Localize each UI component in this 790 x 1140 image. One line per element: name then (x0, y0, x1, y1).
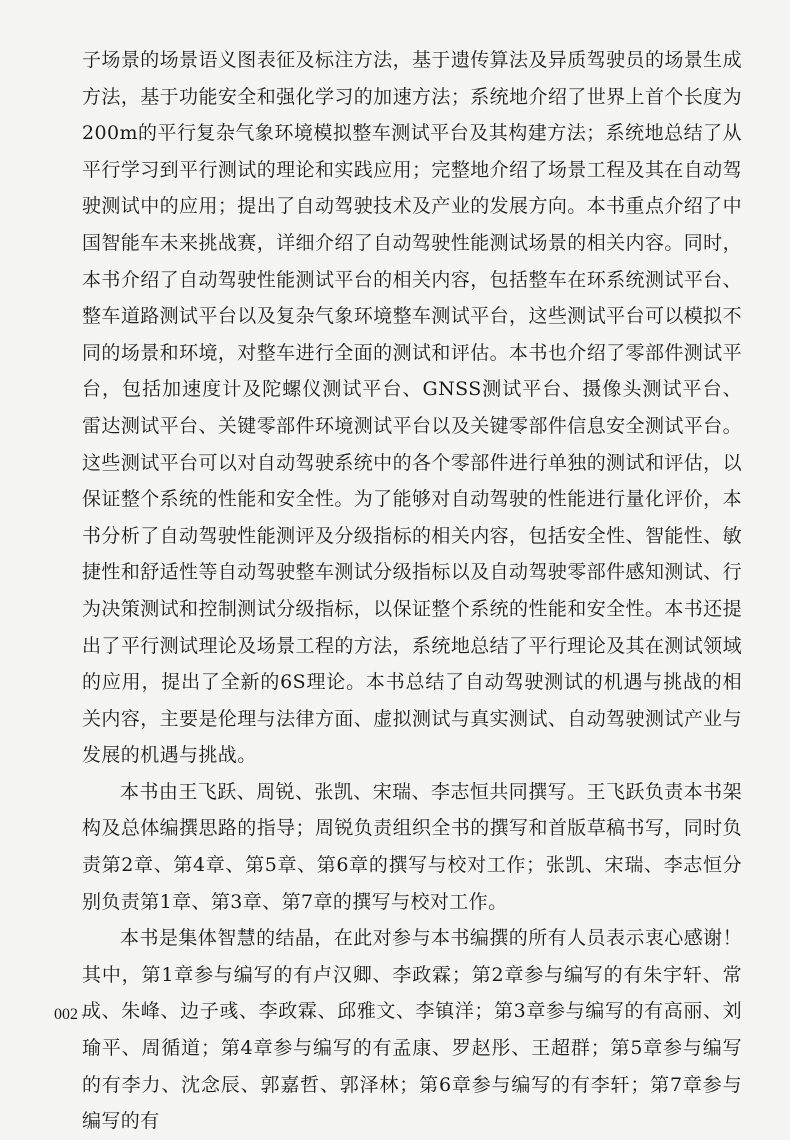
paragraph-acknowledgements: 本书是集体智慧的结晶，在此对参与本书编撰的所有人员表示衷心感谢！其中，第1章参与编写的有卢汉卿、李政霖；第2章参与编写的有朱宇轩、常成、朱峰、边子彧、李政霖、邱雅文、李镇洋；第3章参与编写的有高丽、刘瑜平、周循道；第4章参与编写的有孟康、罗赵彤、王超群；第5章参与编写的有李力、沈念辰、郭嘉哲、郭泽林；第6章参与编写的有李轩；第7章参与编写的有 (82, 927, 742, 1133)
page-number: 002 – (54, 1006, 90, 1023)
paragraph-continuation: 子场景的场景语义图表征及标注方法，基于遗传算法及异质驾驶员的场景生成方法，基于功能安全和强化学习的加速方法；系统地介绍了世界上首个长度为200m的平行复杂气象环境模拟整车测试平台及其构建方法；系统地总结了从平行学习到平行测试的理论和实践应用；完整地介绍了场景工程及其在自动驾驶测试中的应用；提出了自动驾驶技术及产业的发展方向。本书重点介绍了中国智能车未来挑战赛，详细介绍了自动驾驶性能测试场景的相关内容。同时，本书介绍了自动驾驶性能测试平台的相关内容，包括整车在环系统测试平台、整车道路测试平台以及复杂气象环境整车测试平台，这些测试平台可以模拟不同的场景和环境，对整车进行全面的测试和评估。本书也介绍了零部件测试平台，包括加速度计及陀螺仪测试平台、GNSS测试平台、摄像头测试平台、雷达测试平台、关键零部件环境测试平台以及关键零部件信息安全测试平台。这些测试平台可以对自动驾驶系统中的各个零部件进行单独的测试和评估，以保证整个系统的性能和安全性。为了能够对自动驾驶的性能进行量化评价，本书分析了自动驾驶性能测评及分级指标的相关内容，包括安全性、智能性、敏捷性和舒适性等自动驾驶整车测试分级指标以及自动驾驶零部件感知测试、行为决策测试和控制测试分级指标，以保证整个系统的性能和安全性。本书还提出了平行测试理论及场景工程的方法，系统地总结了平行理论及其在测试领域的应用，提出了全新的6S理论。本书总结了自动驾驶测试的机遇与挑战的相关内容，主要是伦理与法律方面、虚拟测试与真实测试、自动驾驶测试产业与发展的机遇与挑战。 (82, 49, 742, 767)
paragraph-authors: 本书由王飞跃、周锐、张凯、宋瑞、李志恒共同撰写。王飞跃负责本书架构及总体编撰思路的指导；周锐负责组织全书的撰写和首版草稿书写，同时负责第2章、第4章、第5章、第6章的撰写与校对工作；张凯、宋瑞、李志恒分别负责第1章、第3章、第7章的撰写与校对工作。 (82, 780, 742, 913)
body-text (82, 42, 742, 1140)
